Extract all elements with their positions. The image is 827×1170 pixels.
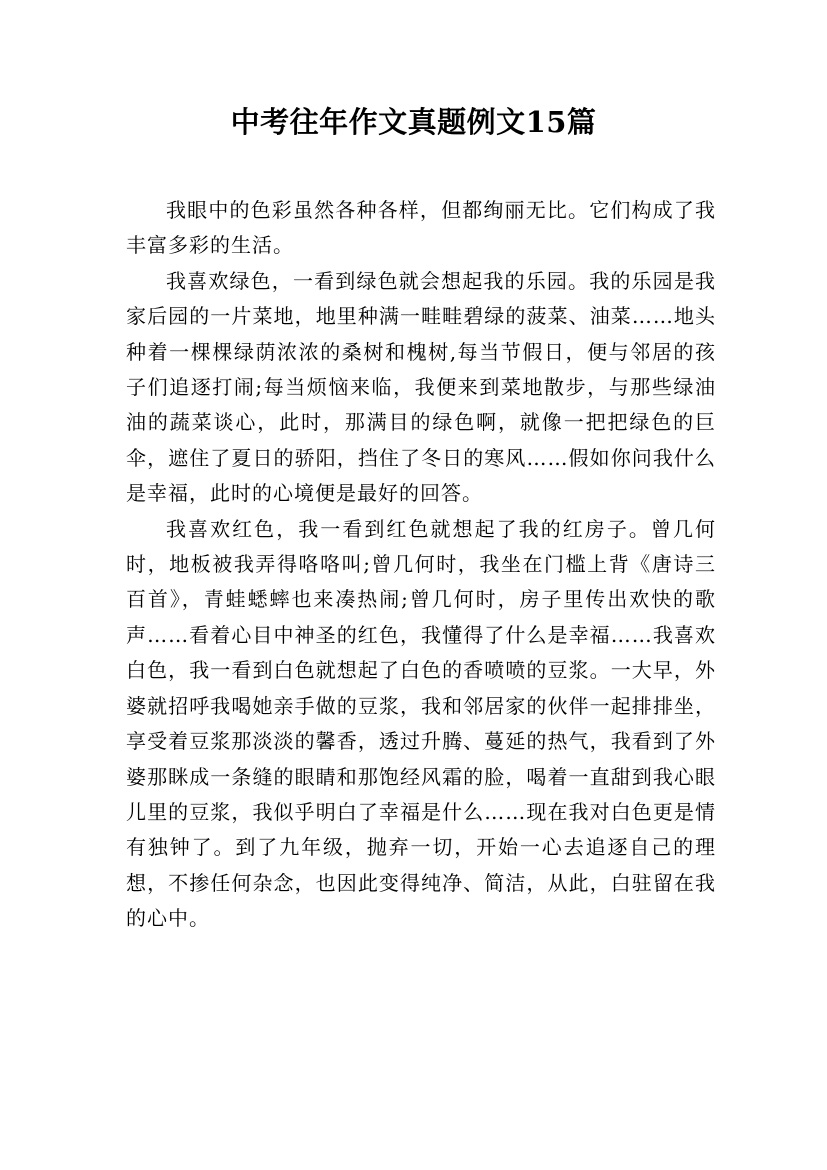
document-body — [126, 193, 716, 937]
paragraph: 我喜欢绿色，一看到绿色就会想起我的乐园。我的乐园是我家后园的一片菜地，地里种满一畦畦碧绿的菠菜、油菜……地头种着一棵棵绿荫浓浓的桑树和槐树,每当节假日，便与邻居的孩子们追逐打闹;每当烦恼来临，我便来到菜地散步，与那些绿油油的蔬菜谈心，此时，那满目的绿色啊，就像一把把绿色的巨伞，遮住了夏日的骄阳，挡住了冬日的寒风……假如你问我什么是幸福，此时的心境便是最好的回答。 — [126, 268, 716, 506]
paragraph: 我喜欢红色，我一看到红色就想起了我的红房子。曾几何时，地板被我弄得咯咯叫;曾几何时，我坐在门槛上背《唐诗三百首》，青蛙蟋蟀也来凑热闹;曾几何时，房子里传出欢快的歌声……看着心目中神圣的红色，我懂得了什么是幸福……我喜欢白色，我一看到白色就想起了白色的香喷喷的豆浆。一大早，外婆就招呼我喝她亲手做的豆浆，我和邻居家的伙伴一起排排坐，享受着豆浆那淡淡的馨香，透过升腾、蔓延的热气，我看到了外婆那眯成一条缝的眼睛和那饱经风霜的脸，喝着一直甜到我心眼儿里的豆浆，我似乎明白了幸福是什么……现在我对白色更是情有独钟了。到了九年级，抛弃一切，开始一心去追逐自己的理想，不掺任何杂念，也因此变得纯净、简洁，从此，白驻留在我的心中。 — [126, 516, 716, 931]
document-title: 中考往年作文真题例文15篇 — [230, 105, 597, 139]
paragraph: 我眼中的色彩虽然各种各样，但都绚丽无比。它们构成了我丰富多彩的生活。 — [126, 198, 716, 258]
